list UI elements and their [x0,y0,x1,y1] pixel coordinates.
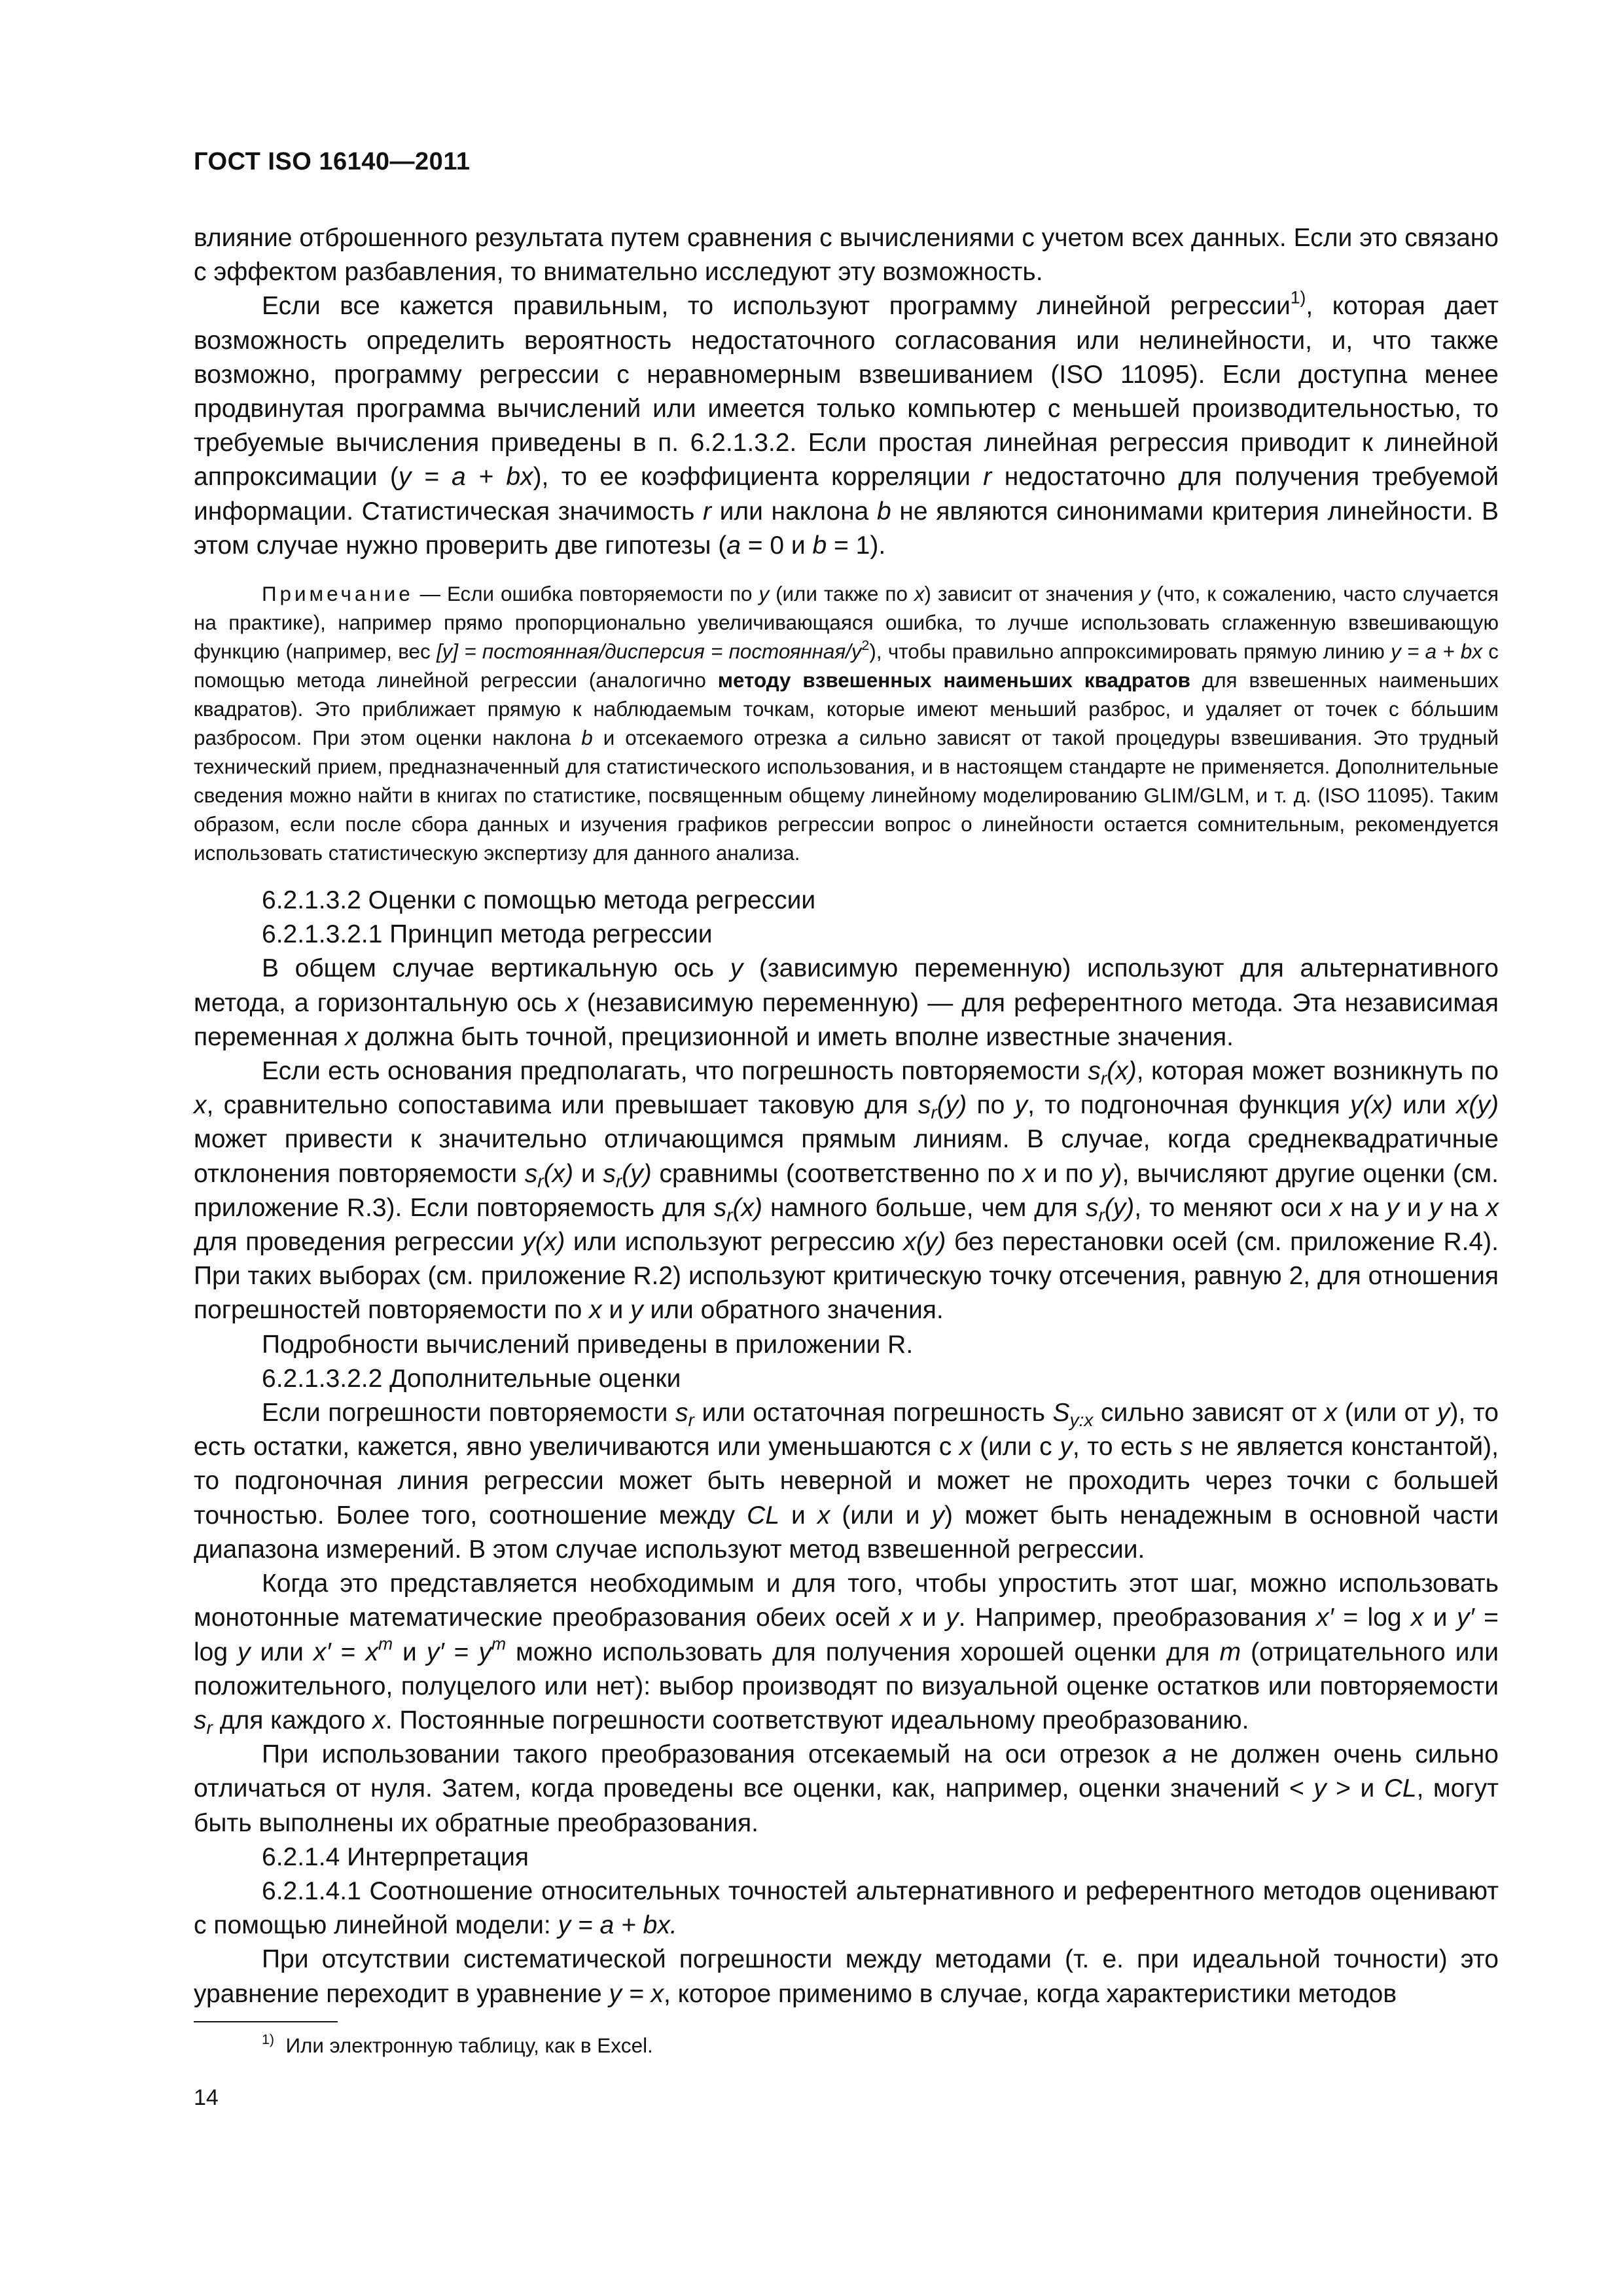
footnote-ref: 1) [1290,287,1306,308]
paragraph: Когда это представляется необходимым и для того, чтобы упростить этот шаг, можно использовать монотонные математические преобразования обеих осей x и y. Например, преобразования x′ = log x и y′ = log y или $x' = x^m$ и $y' = y^m$ можно использовать для получения хорошей оценки для m (отрицательного или положительного, полуцелого или нет): выбор производят по визуальной оценке остатков или повторяемости $s_r$ для каждого x. Постоянные погрешности соответствуют идеальному преобразованию. [194,1570,1499,1738]
note-label: Примечание [262,583,414,606]
document-header: ГОСТ ISO 16140—2011 [194,148,471,175]
footnote-text: Или электронную таблицу, как в Excel. [285,2034,653,2057]
paragraph: влияние отброшенного результата путем сравнения с вычислениями с учетом всех данных. Если это связано с эффектом разбавления, то внимательно исследуют эту возможность. [194,224,1499,287]
footnote-mark: 1) [262,2031,274,2047]
section-heading: 6.2.1.3.2 Оценки с помощью метода регрессии [262,886,816,915]
section-heading: 6.2.1.4 Интерпретация [262,1842,529,1871]
section-heading: 6.2.1.3.2.2 Дополнительные оценки [262,1364,681,1393]
section-heading: 6.2.1.3.2.1 Принцип метода регрессии [262,920,713,949]
page-body [194,221,1499,2011]
paragraph: При использовании такого преобразования отсекаемый на оси отрезок a не должен очень сильно отличаться от нуля. Затем, когда проведены все оценки, как, например, оценки значений < y > и CL, могут быть выполнены их обратные преобразования. [194,1740,1499,1837]
footnote [262,2032,653,2060]
footnote-divider [194,2021,338,2022]
paragraph: Если погрешности повторяемости $s_r$ или остаточная погрешность $S_{y:x}$ сильно зависят от x (или от y), то есть остатки, кажется, явно увеличиваются или уменьшаются с x (или с y, то есть s не является константой), то подгоночная линия регрессии может быть неверной и может не проходить через точки с большей точностью. Более того, соотношение между CL и x (или и y) может быть ненадежным в основной части диапазона измерений. В этом случае используют метод взвешенной регрессии. [194,1399,1499,1564]
paragraph: Если есть основания предполагать, что погрешность повторяемости $s_r(x)$, которая может возникнуть по x, сравнительно сопоставима или превышает таковую для $s_r(y)$ по y, то подгоночная функция y(x) или x(y) может привести к значительно отличающимся прямым линиям. В случае, когда среднеквадратичные отклонения повторяемости $s_r(x)$ и $s_r(y)$ сравнимы (соответственно по x и по y), вычисляют другие оценки (см. приложение R.3). Если повторяемость для $s_r(x)$ намного больше, чем для $s_r(y)$, то меняют оси x на y и y на x для проведения регрессии y(x) или используют регрессию x(y) без перестановки осей (см. приложение R.4). При таких выборах (см. приложение R.2) используют критическую точку отсечения, равную 2, для отношения погрешностей повторяемости по x и y или обратного значения. [194,1057,1499,1325]
paragraph: 6.2.1.4.1 Соотношение относительных точностей альтернативного и референтного методов оценивают с помощью линейной модели: y = a + bx. [194,1876,1499,1940]
note-block: Примечание — Если ошибка повторяемости по y (или также по x) зависит от значения y (что, к сожалению, часто случается на практике), например прямо пропорционально увеличивающаяся ошибка, то лучше использовать сглаженную взвешивающую функцию (например, вес [y] = постоянная/дисперсия = постоянная/$y^2$), чтобы правильно аппроксимировать прямую линию y = a + bx с помощью метода линейной регрессии (аналогично методу взвешенных наименьших квадратов для взвешенных наименьших квадратов). Это приближает прямую к наблюдаемым точкам, которые имеют меньший разброс, и удаляет от точек с бóльшим разбросом. При этом оценки наклона b и отсекаемого отрезка a сильно зависят от такой процедуры взвешивания. Это трудный технический прием, предназначенный для статистического использования, и в настоящем стандарте не применяется. Дополнительные сведения можно найти в книгах по статистике, посвященным общему линейному моделированию GLIM/GLM, и т. д. (ISO 11095). Таким образом, если после сбора данных и изучения графиков регрессии вопрос о линейности остается сомнительным, рекомендуется использовать статистическую экспертизу для данного анализа. [194,583,1499,865]
paragraph: При отсутствии систематической погрешности между методами (т. е. при идеальной точности) это уравнение переходит в уравнение y = x, которое применимо в случае, когда характеристики методов [194,1945,1499,2008]
page-number: 14 [194,2085,219,2110]
paragraph: Подробности вычислений приведены в приложении R. [262,1330,914,1359]
paragraph: Если все кажется правильным, то используют программу линейной регрессии$^{1)}$, которая дает возможность определить вероятность недостаточного согласования или нелинейности, и, что также возможно, программу регрессии с неравномерным взвешиванием (ISO 11095). Если доступна менее продвинутая программа вычислений или имеется только компьютер с меньшей производительностью, то требуемые вычисления приведены в п. 6.2.1.3.2. Если простая линейная регрессия приводит к линейной аппроксимации (y = a + bx), то ее коэффициента корреляции r недостаточно для получения требуемой информации. Статистическая значимость r или наклона b не являются синонимами критерия линейности. В этом случае нужно проверить две гипотезы (a = 0 и b = 1). [194,287,1499,560]
paragraph: В общем случае вертикальную ось y (зависимую переменную) используют для альтернативного метода, а горизонтальную ось x (независимую переменную) — для референтного метода. Эта независимая переменная x должна быть точной, прецизионной и иметь вполне известные значения. [194,954,1499,1051]
